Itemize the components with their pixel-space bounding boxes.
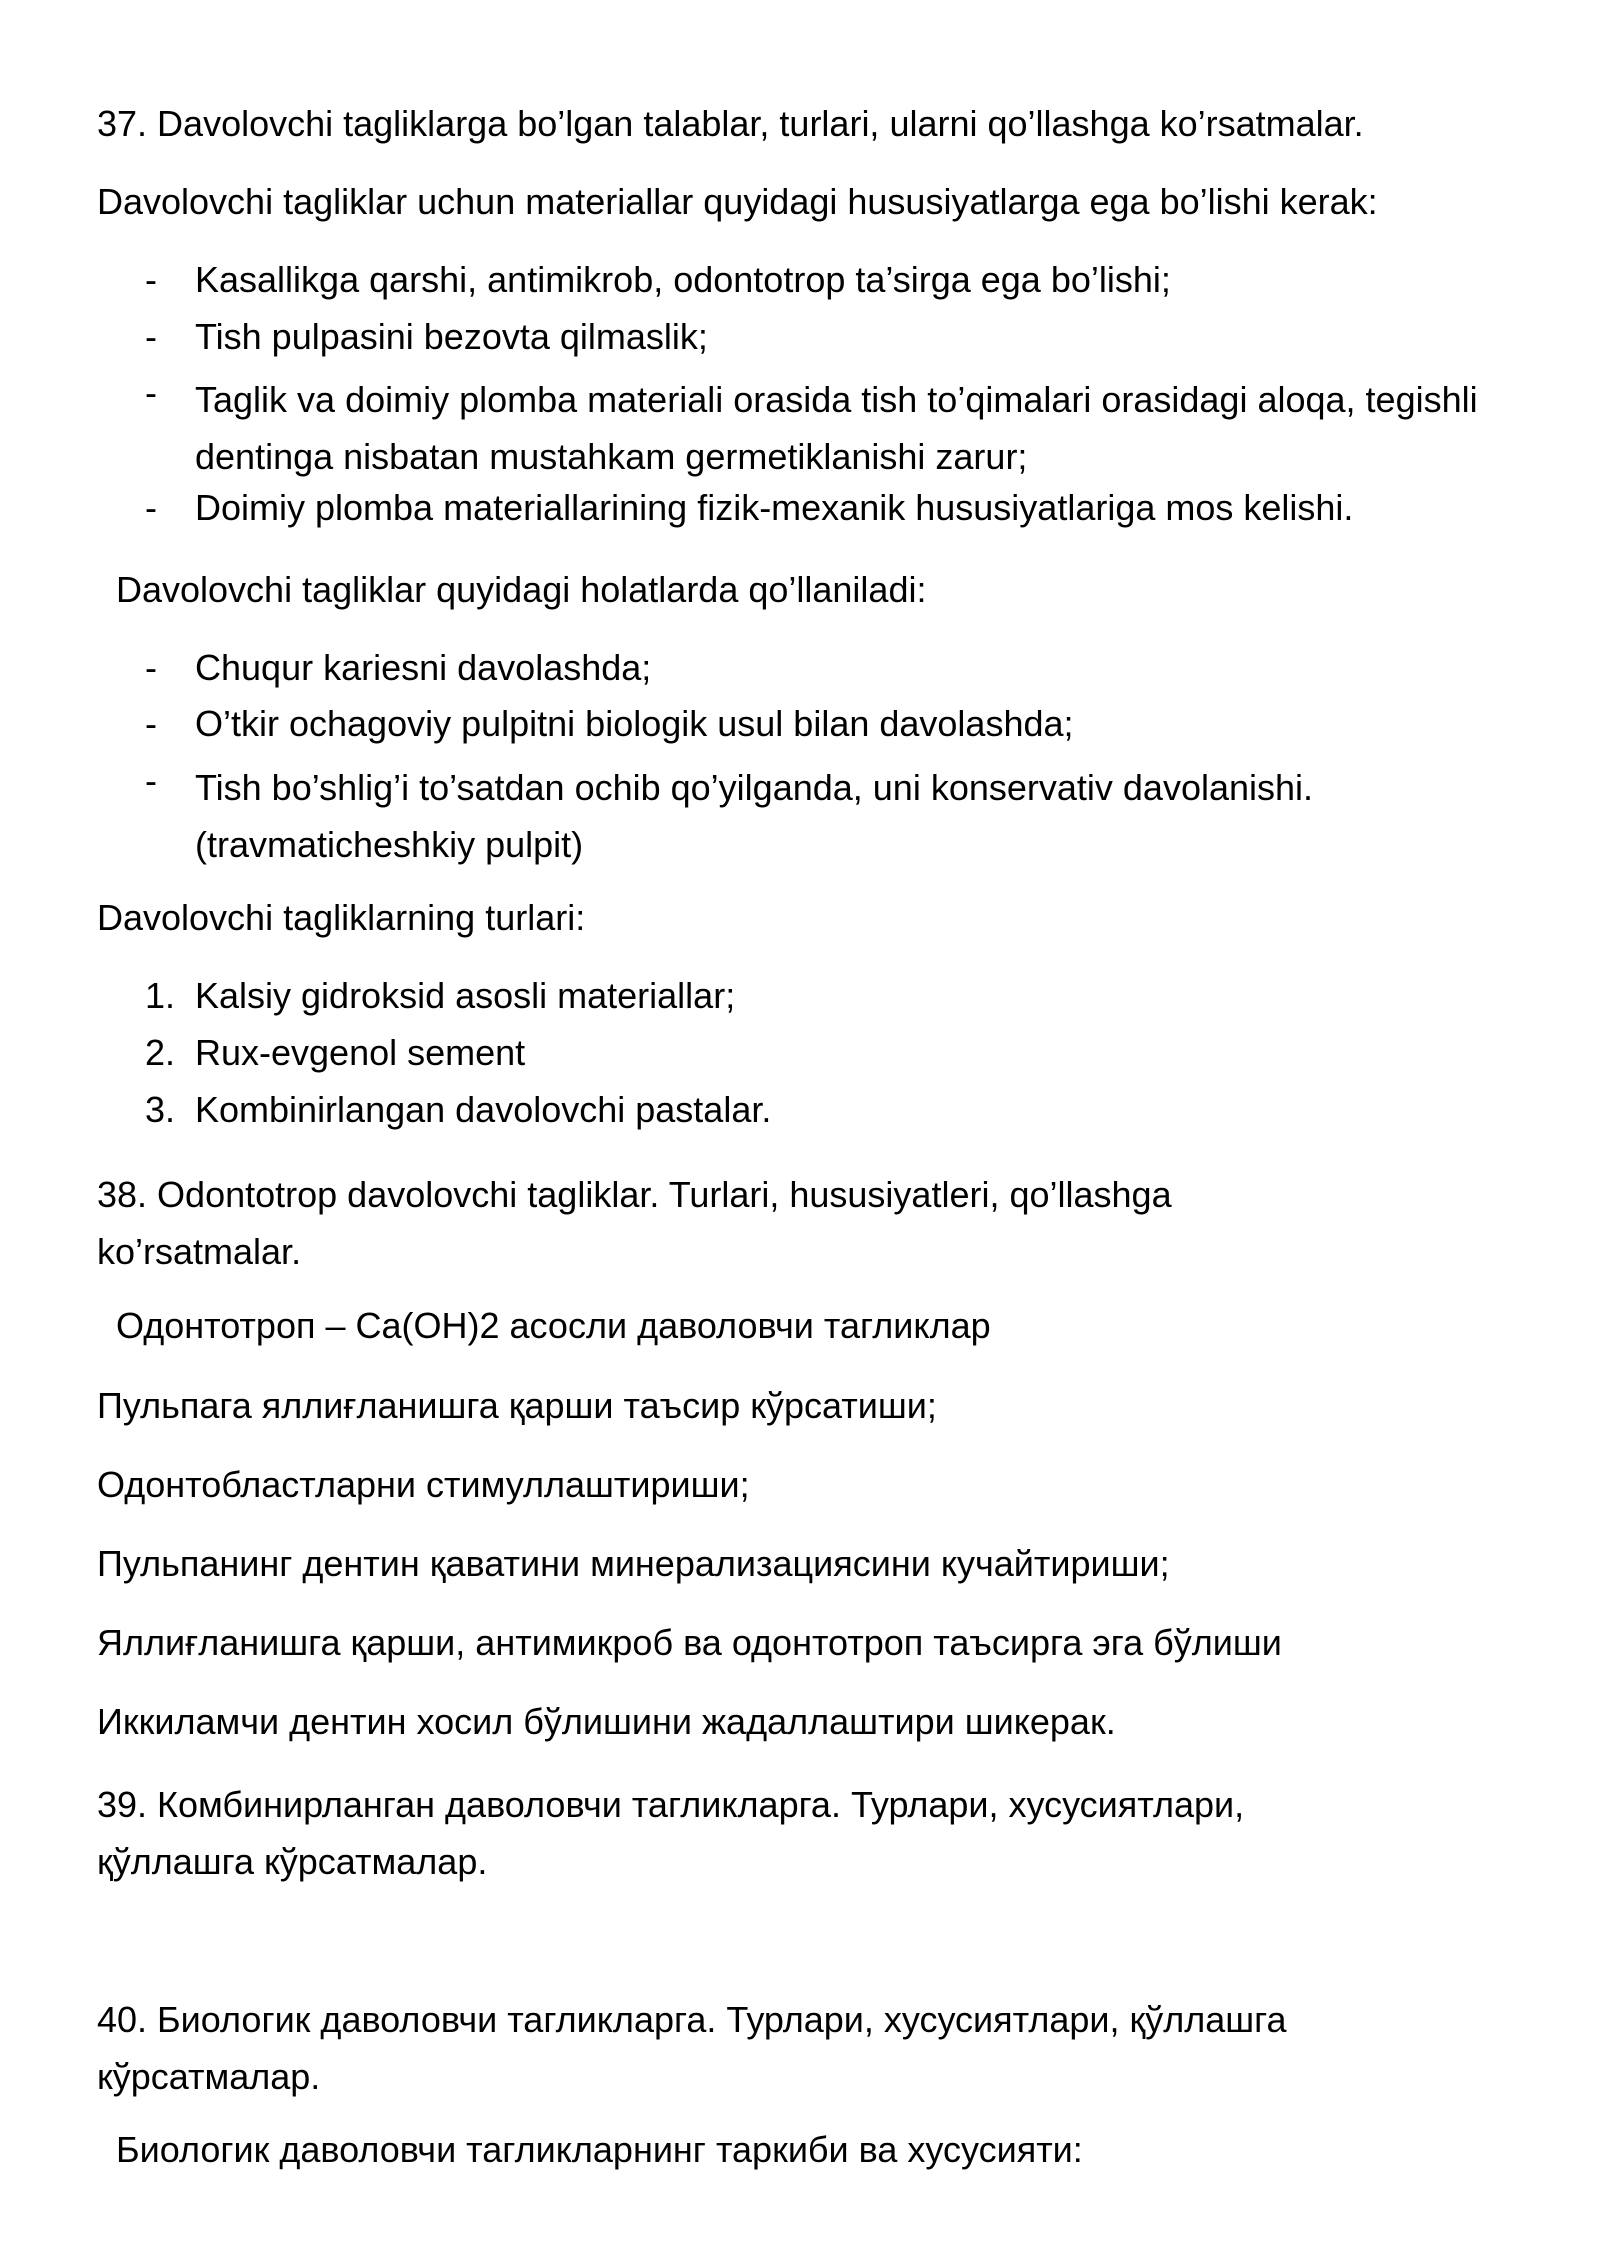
q39-heading: 39. Комбинирланган даволовчи тагликларга. Турлари, хусусиятлари, қўллашга кўрсатмалар. <box>97 1784 1245 1882</box>
q40-subtitle: Биологик даволовчи тагликларнинг таркиби ва хусусияти: <box>116 2129 1083 2170</box>
q38-line: Одонтобластларни стимуллаштириши; <box>97 1464 750 1505</box>
list-item-text: Kasallikga qarshi, antimikrob, odontotrop ta’sirga ega bo’lishi; <box>195 259 1171 300</box>
q38-subtitle: Одонтотроп – Ca(OH)2 асосли даволовчи тагликлар <box>116 1305 991 1346</box>
number-marker: 1. <box>145 975 176 1016</box>
q37-types-intro: Davolovchi tagliklarning turlari: <box>97 897 586 938</box>
q38-heading: 38. Odontotrop davolovchi tagliklar. Turlari, hususiyatleri, qo’llashga ko’rsatmalar. <box>97 1174 1172 1272</box>
list-item <box>145 1088 1525 1132</box>
list-item-text: Doimiy plomba materiallarining fizik-mexanik hususiyatlariga mos kelishi. <box>195 487 1354 528</box>
list-item <box>145 486 1525 530</box>
q38-line: Пульпага яллиғланишга қарши таъсир кўрсатиши; <box>97 1385 937 1426</box>
list-item-text: Kalsiy gidroksid asosli materiallar; <box>195 975 736 1016</box>
bullet-marker: - <box>145 259 157 300</box>
list-item <box>145 258 1525 302</box>
list-item <box>145 315 1525 359</box>
list-item-text: Rux-evgenol sement <box>195 1032 526 1073</box>
list-item-text: O’tkir ochagoviy pulpitni biologik usul bilan davolashda; <box>195 703 1074 744</box>
q38-line: Иккиламчи дентин хосил бўлишини жадаллаштири шикерак. <box>97 1701 1116 1742</box>
q40-heading: 40. Биологик даволовчи тагликларга. Турлари, хусусиятлари, қўллашга кўрсатмалар. <box>97 1999 1287 2097</box>
bullet-marker: - <box>145 487 157 528</box>
q37-heading: 37. Davolovchi tagliklarga bo’lgan talablar, turlari, ularni qo’llashga ko’rsatmalar. <box>97 103 1364 144</box>
bullet-marker: - <box>145 703 157 744</box>
list-item <box>145 1031 1525 1075</box>
list-item <box>145 702 1525 746</box>
list-item-text: Kombinirlangan davolovchi pastalar. <box>195 1089 772 1130</box>
list-item <box>145 371 1525 485</box>
bullet-marker: - <box>145 316 157 357</box>
list-item-text: Tish pulpasini bezovta qilmaslik; <box>195 316 708 357</box>
q37-intro: Davolovchi tagliklar uchun materiallar quyidagi hususiyatlarga ega bo’lishi kerak: <box>97 181 1378 222</box>
list-item-text: Tish bo’shlig’i to’satdan ochib qo’yilganda, uni konservativ davolanishi. (travmaticheshkiy pulpit) <box>195 767 1314 865</box>
bullet-marker: - <box>145 372 157 413</box>
bullet-marker: - <box>145 647 157 688</box>
q37-indications-intro: Davolovchi tagliklar quyidagi holatlarda qo’llaniladi: <box>116 569 927 610</box>
number-marker: 3. <box>145 1089 176 1130</box>
list-item <box>145 759 1525 873</box>
bullet-marker: - <box>145 760 157 801</box>
list-item <box>145 646 1525 690</box>
q38-line: Пульпанинг дентин қаватини минерализациясини кучайтириши; <box>97 1543 1170 1584</box>
list-item-text: Chuqur kariesni davolashda; <box>195 647 652 688</box>
q38-line: Яллиғланишга қарши, антимикроб ва одонтотроп таъсирга эга бўлиши <box>97 1622 1282 1663</box>
list-item-text: Taglik va doimiy plomba materiali orasida tish to’qimalari orasidagi aloqa, tegishli dentinga nisbatan mustahkam germetiklanishi zarur; <box>195 379 1478 477</box>
list-item <box>145 974 1525 1018</box>
number-marker: 2. <box>145 1032 176 1073</box>
